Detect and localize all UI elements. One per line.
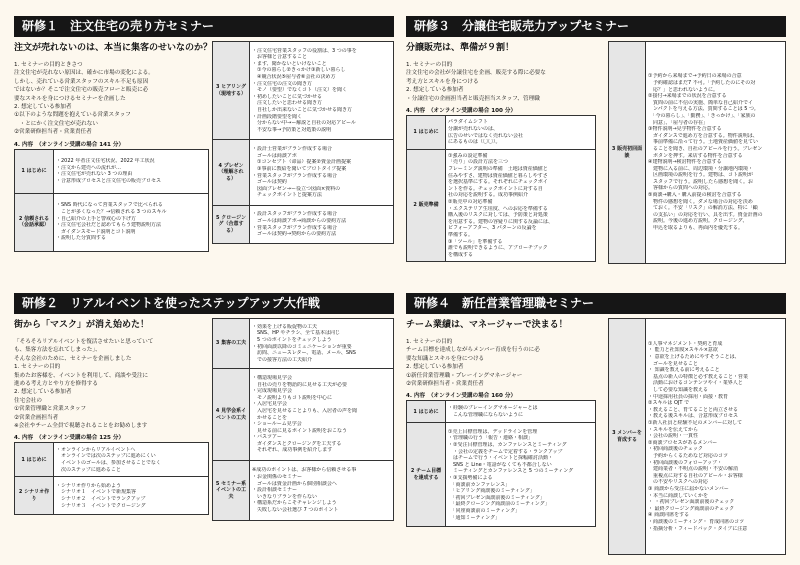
row-line: ・バスツアー — [252, 434, 282, 441]
seminar-2-body — [14, 338, 209, 515]
row-line: ※成功のポイントは、お客様から信頼させる事 — [252, 467, 357, 474]
table-row — [407, 423, 596, 527]
row-body — [646, 42, 786, 264]
row-line: それぞれ、成功事例を紹介します — [252, 447, 333, 454]
seminar-1-panel — [14, 16, 394, 274]
row-line: ・初めしたいことに気づかせる — [252, 93, 323, 100]
body-line: も、集客方法を忘れてしまった」、 — [14, 347, 101, 354]
seminar-4-panel — [406, 293, 786, 561]
body-line: ・分譲住宅の企画担当者と販売担当スタッフ、管理職 — [406, 95, 540, 102]
body-line: 要なスキルを身につけるセミナーを企画した — [14, 95, 126, 102]
row-line: ・管理職の行う「報告・連絡・相談」 — [448, 435, 534, 442]
row-header: 5 セミナー系イベントの工夫 — [213, 461, 250, 521]
seminar-4-table-left — [406, 400, 596, 527]
row-line: 「通知ミーティング」 — [448, 514, 501, 521]
seminar-4-title: 研修４ 新任営業管理職セミナー — [406, 293, 786, 314]
row-line: ・まず、聞かないといけないこと — [252, 60, 327, 67]
body-line: 注文住宅が売れない原因は、確かに市場の変化による。 — [14, 70, 154, 77]
row-line: 自社しか出来ないことに気づかせる聞き方 — [252, 106, 353, 113]
row-line: 「ヒアリング商談後のミーティング」 — [448, 488, 535, 495]
row-line: ・設計相談セミナー — [252, 487, 298, 494]
row-line: 「最終クロージング商談前のミーティング」 — [448, 501, 550, 508]
row-line: を選択基準にする。それぞれにチェックポイ — [448, 179, 548, 186]
body-line: そんな会社のために、セミナーを企画しました — [14, 355, 132, 362]
row-line: 5 つのポイントをチェックしよう — [252, 336, 332, 343]
seminar-3-table-label: 4. 内容 （オンライン受講の場合 100 分） — [406, 108, 517, 115]
row-line: 「売り」の設計方法を三つ — [448, 159, 509, 166]
row-line: ・注文から建売への流れが… — [56, 164, 122, 171]
row-line: ・スキルを伝えてから — [648, 426, 698, 433]
row-line: ・②受注目標管理は、カンファレンスとミーティング — [448, 441, 567, 448]
row-line: ③物件説明→見学物件を合意する — [648, 126, 722, 133]
row-line: シナリオ１ イベントで新規集客 — [56, 489, 136, 496]
table-row — [609, 319, 786, 555]
table-row — [407, 401, 596, 423]
row-line: 誰でも説明できるように、アプローチブック — [448, 245, 548, 252]
seminar-1-title: 研修１ 注文住宅の売り方セミナー — [14, 16, 394, 37]
body-line: ②営業企画担当者 — [14, 414, 59, 421]
row-line: 申込を取るよりも、再面内を優先する。 — [648, 225, 744, 232]
table-row — [15, 477, 209, 515]
row-line: ・構造現場見学会 — [252, 374, 293, 381]
row-line: ・ 知識を教える前に考えること — [648, 367, 720, 374]
row-line: 質問の前に不信の実施、簡単な自己紹介でイ — [648, 99, 754, 106]
row-body — [446, 150, 596, 262]
row-line: ゴールは資金計画から個別相談会へ — [252, 480, 337, 487]
row-line: 「商談前カンファレンス」 — [448, 481, 511, 488]
row-line: ・教えること、育てることと両立させる — [648, 406, 739, 413]
row-line: 次のステップに進めること — [56, 466, 121, 473]
row-body — [250, 369, 394, 461]
seminar-1-subtitle: 注文が売れないのは、本当に集客のせいなのか？ — [14, 43, 213, 53]
row-line: チェックポイントと提案方法 — [252, 192, 322, 199]
row-header: 5 クロージング（合意する） — [213, 206, 250, 244]
row-line: ①人事マネジメント・契約と育成 — [648, 340, 723, 347]
row-header: 2 販売準備 — [407, 150, 446, 262]
row-line: ・会社の説明・一貫性 — [648, 433, 699, 440]
row-line: かせることを — [252, 414, 288, 421]
row-line: ボタンを押す。来店する物件を合意する — [648, 152, 743, 159]
row-body — [250, 206, 394, 244]
row-line: ・会社の定義をチームで定着する・ランクアップ — [448, 448, 563, 455]
body-line: 1. セミナーの目的 — [406, 62, 453, 68]
row-line: スタッフで行う。説明したら感想を聞く。お — [648, 178, 754, 185]
body-line: チーム目標を達成しながらメンバー育成を行うのに必 — [406, 347, 540, 354]
row-line: 失敗しない会社選び 7 つのポイント — [252, 506, 339, 513]
seminar-1-table-left — [14, 149, 209, 252]
row-line: ・営業スタッフがプラン作成する場合 — [252, 224, 338, 231]
row-line: ガイダンスとクロージングを工夫する — [252, 440, 342, 447]
body-line: 進める考え方とやり方を修得する — [14, 381, 98, 388]
row-line: パラダイムシフト — [448, 119, 488, 126]
table-row — [213, 319, 394, 369]
body-line: ②営業研修担当者・営業責任者 — [406, 381, 484, 388]
row-line: ・商談後のミーティング・ 育成同席のコツ — [648, 518, 745, 525]
row-line: 物件の感想を聞く。ダメな場合の対応を決め — [648, 198, 753, 205]
row-line: シナリオ３ イベントでクロージング — [56, 502, 146, 509]
row-header: 4 プレゼン（理解される） — [213, 140, 250, 206]
row-body — [646, 319, 786, 555]
row-header: 3 ヒアリング（現地する） — [213, 42, 250, 140]
row-line: シナリオ２ イベントでランクアップ — [56, 495, 146, 502]
row-header: 2 チーム目標を達成する — [407, 423, 446, 527]
row-line: ・計画段階要望を聞く — [252, 113, 303, 120]
seminar-1-table-label: 4. 内容 （オンライン受講の場合 141 分） — [14, 141, 125, 148]
row-line: 事前準備に沿って行う。土地資産価値を見てい — [648, 139, 759, 146]
row-line: ゴールは契約 — [252, 179, 287, 186]
row-body — [446, 401, 596, 423]
row-line: イベントのゴールは、参加させることでなく — [56, 459, 161, 466]
body-line: ①営業管理職と営業スタッフ — [14, 406, 87, 413]
row-line: での接客方法の工夫紹介 — [252, 356, 313, 363]
table-row — [407, 116, 596, 150]
table-row — [15, 149, 209, 193]
row-line: ・説明した分質問する — [56, 235, 107, 242]
row-line: 「今の暮らし」、「勤務」、「きっかけ」、「家族の — [648, 112, 756, 119]
body-line: ②営業研修担当者・営業責任者 — [14, 129, 92, 136]
row-line: ・合意形成プロセスと注文住宅の販売プロセス — [56, 177, 162, 184]
row-line: ことが多くなった？→信頼される 3 つのスキル — [56, 208, 167, 215]
row-line: モノ説明よりもコト説明を中心に — [252, 394, 332, 401]
row-line: ・ 意欲を上げるためにやすそうことは、 — [648, 354, 740, 361]
body-line: 2. 想定している参加者 — [406, 364, 464, 371]
row-body — [446, 423, 596, 527]
row-line: にあるものは（〇〇）。 — [448, 139, 501, 146]
row-line: 見せる前に見るポイント説明をおこなう — [252, 427, 348, 434]
row-line: ・初回面談以降のコミュニケーションが重要 — [252, 343, 352, 350]
row-header: 3 販売初回面談 — [609, 42, 646, 264]
row-line: 図面プレゼン→ー役立つ図面×資料の — [252, 185, 341, 192]
seminar-3-table-right — [608, 41, 786, 264]
row-line: 訪問、ニュースレター、電話、メール、SNS — [252, 350, 356, 357]
table-row — [213, 42, 394, 140]
row-body — [250, 140, 394, 206]
row-header: 1 はじめに — [15, 149, 54, 193]
row-line: 基点の新人の特徴と必ず教えること・営業 — [648, 373, 749, 380]
row-line: ①売上目標管理は、デッドラインを管理 — [448, 428, 538, 435]
row-line: 応？」と思われないように。 — [648, 86, 719, 93]
row-line: フレーミング説明の準備 土地は資産価値と — [448, 165, 548, 172]
body-line: 注文住宅の会社が分譲住宅を企画、販売する際に必要な — [406, 70, 546, 77]
seminar-4-subtitle: チーム業績は、マネージャーで決まる！ — [406, 320, 568, 330]
row-line: ①予約から来場まで→予約日の来場の合意 — [648, 73, 742, 80]
row-line: ①新人社員と経験不足のメンバーに対して — [648, 420, 743, 427]
row-line: ③「ツール」を準備する — [448, 238, 503, 245]
row-body — [54, 149, 209, 193]
row-line: を構成する — [448, 251, 474, 258]
row-line: 活動におけるコンテンツやイ・業界人と — [648, 380, 743, 387]
row-line: 区画環境の説明を行う。建物は、コト説明が — [648, 172, 754, 179]
row-header: 2 シナリオ作り — [15, 477, 54, 515]
row-line: ミーティングとカンファレンスと 5 つのミーティング — [448, 468, 574, 475]
seminar-2-table-label: 4. 内容 （オンライン受講の場合 125 分） — [14, 435, 125, 442]
seminar-4-body — [406, 338, 606, 527]
body-line: 1. セミナーの目的ときさつ — [14, 62, 83, 68]
row-body — [250, 319, 394, 369]
row-line: ・オンラインからリアルイベントへ — [56, 446, 136, 453]
row-line: ・注文住宅会社だと認めてもらう建物説明方法 — [56, 222, 162, 229]
row-line: ビフォーアフター、3 パターンの反論を — [448, 225, 537, 232]
row-line: の支払い」の対応を行い、具を出す。資金計画の — [648, 211, 763, 218]
row-line: ・③支援勢備による — [448, 474, 493, 481]
body-line: ①以下のような問題を抱えている営業スタッフ — [14, 112, 131, 119]
row-line: いきなりプランを作らない — [252, 493, 318, 500]
row-line: ントを作る。チェックポイントに対する自 — [448, 185, 543, 192]
row-line: 「同座商談前のミーティング」 — [448, 507, 521, 514]
row-line: ・設計スタッフがプラン作成する場合 — [252, 211, 338, 218]
body-line: 1. セミナーの目的 — [406, 339, 453, 345]
row-header: 1 はじめに — [15, 443, 54, 477]
table-row — [213, 140, 394, 206]
row-line: 建物に入る前に、周辺環境・分譲地内環境・ — [648, 165, 754, 172]
row-line: 住みやすさ、建物は資産価値と暮らしやすさ — [448, 172, 548, 179]
row-line: 建商業者・不明点の説明・不安の解消 — [648, 466, 739, 473]
row-line: ・注文住宅の注文の聞き方 — [252, 80, 313, 87]
seminar-3-body — [406, 61, 606, 262]
row-line: ることを聞き、自社のアピールを行う。プレゼン — [648, 145, 763, 152]
table-row — [213, 206, 394, 244]
row-header: 1 はじめに — [407, 116, 446, 150]
row-line: ④ 商談同席をする — [648, 512, 690, 519]
row-line: ③事前に教給を聞いてプロトタイプ提案 — [252, 165, 347, 172]
seminar-4-table-right — [608, 318, 786, 555]
row-line: ・ 能力と社知度×スキル×意欲 — [648, 347, 718, 354]
row-line: の不安やリスクへの対応 — [648, 479, 708, 486]
row-header: 1 はじめに — [407, 401, 446, 423]
row-line: 分譲が売れないのは、 — [448, 125, 499, 132]
table-row — [609, 42, 786, 264]
row-line: ・ショールーム見学会 — [252, 421, 302, 428]
row-line: ゴールは商談アポ — [252, 152, 297, 159]
row-line: ・本当に商談していくかを — [648, 492, 709, 499]
row-line: SNS、HP やチラシ、全て基本は同じ — [252, 330, 341, 337]
row-line: ・SNS 時代になって営業スタッフで比べられる — [56, 202, 163, 209]
body-line: 集めたお客様を、イベントを利用して、商談や受注に — [14, 372, 149, 379]
row-line: ・効果を上げる販促物の工夫 — [252, 323, 318, 330]
row-line: ・指摘分析・フィードバック・タイプに注意 — [648, 525, 748, 532]
row-line: ・ 最終クロージング商談前のチェック — [648, 505, 735, 512]
seminar-3-panel — [406, 16, 786, 274]
row-line: 予約確認はまだ7 不可。「予約したのにその対 — [648, 79, 756, 86]
seminar-1-table-right — [212, 41, 394, 244]
seminar-2-table-right — [212, 318, 394, 521]
seminar-2-subtitle: 街から「マスク」が消え始めた！ — [14, 320, 150, 330]
row-line: ・注文住宅営業スタッフの役割は、3 つの事を — [252, 47, 357, 54]
row-line: ・ ・初回プレゼン面談前後のチェック — [648, 499, 735, 506]
body-line: 「そろそろリアルイベントを復活させたいと思っていて — [14, 339, 154, 345]
row-line: ・入居宅見学会 — [252, 401, 288, 408]
body-line: 1. セミナーの目的 — [14, 364, 61, 371]
row-header: 4 見学会系イベントの工夫 — [213, 369, 250, 461]
row-line: 重複点に対する自社のアピール・お客様 — [648, 472, 743, 479]
row-line: ⑤商談→購入・購入前提の検討を合意する — [648, 192, 742, 199]
row-line: ・初回面談後のフォローアップ・ — [648, 459, 723, 466]
row-line: 不安な事→予防策と対処策の説明 — [252, 126, 332, 133]
row-line: ②商談プロセスがあるメンバー — [648, 439, 718, 446]
body-line: しかし、売れている営業スタッフのスキル不足も原因 — [14, 78, 149, 85]
row-line: モノ（要望）でなくコト（注文）を聞く — [252, 87, 347, 94]
row-header: 2 信頼される（会話承認） — [15, 193, 54, 251]
body-line: ①新任営業管理職・プレーイングマネージャー — [406, 372, 523, 379]
row-line: ①強みの設定準備 — [448, 152, 488, 159]
row-line: ・お金関係のセミナー — [252, 474, 303, 481]
seminar-2-title: 研修２ リアルイベントを使ったステップアップ大作戦 — [14, 293, 394, 314]
body-line: 2. 想定している参加者 — [14, 104, 72, 111]
row-line: ③ 商談から受注に届かないメンバー — [648, 485, 729, 492]
row-line: ゴールを見せること — [648, 360, 698, 367]
body-line: 2. 想定している参加者 — [14, 389, 72, 396]
body-line: ではないか？そこで注文住宅の販売フローと販売に必 — [14, 87, 149, 94]
row-line: ・注文住宅が売れない 3 つの理由 — [56, 171, 133, 178]
seminar-3-title: 研修３ 分譲住宅販売力アップセミナー — [406, 16, 786, 37]
row-line: 注文したいと思わせる聞き方 — [252, 100, 323, 107]
row-line: して必要な知識を教える — [648, 387, 709, 394]
seminar-3-table-left — [406, 115, 596, 262]
row-line: 自社の売りを物語的に見せる工夫が必要 — [252, 381, 348, 388]
row-line: ・構造系だからこそチャレンジしよう — [252, 500, 337, 507]
table-row — [407, 150, 596, 262]
body-line: ・とにかく注文住宅が売れない — [14, 120, 98, 127]
seminar-3-subtitle: 分譲販売は、準備が９割！ — [406, 43, 515, 53]
row-line: はチームで行う・イベントと探幅確討活動・ — [448, 455, 554, 462]
row-line: 「初回プレゼン面談前後のミーティング」 — [448, 494, 545, 501]
row-body — [446, 116, 596, 150]
row-line: 説明。今後の進め方説明。クロージング、 — [648, 218, 748, 225]
row-line: お客様と合意すること — [252, 54, 308, 61]
row-header: 3 メンバーを育成する — [609, 319, 646, 555]
row-line: ・シナリオ作りから始めよう — [56, 482, 121, 489]
row-line: を用意する。建物の容疑りに関する反論には、 — [448, 218, 554, 225]
row-line: ゴールは商談アポ→商談からの要約方法 — [252, 217, 347, 224]
row-line: 社の対応を説明する。成功事例紹介 — [448, 192, 529, 199]
row-line: 購入後のリスクに対しては、予防策と対処策 — [448, 212, 548, 219]
row-body — [250, 42, 394, 140]
row-line: ①コンセプト（命品）提案②資金計画提案 — [252, 159, 351, 166]
row-line: オンラインでは次のステップに進めにくい — [56, 453, 156, 460]
body-line: 要な知識とスキルを身につける — [406, 355, 485, 362]
seminar-2-panel — [14, 293, 394, 561]
row-body — [54, 443, 209, 477]
row-line: ・エクステリア生垣度、へのお応を準備する — [448, 205, 548, 212]
seminar-2-table-left — [14, 442, 209, 515]
row-line: SNS と Line・電話がなくても不都合しない — [448, 461, 552, 468]
row-header: 3 集客の工夫 — [213, 319, 250, 369]
row-line: ンパクトを与える方法、質問することは 5 つ。 — [648, 106, 759, 113]
table-row — [15, 443, 209, 477]
seminar-1-body — [14, 61, 209, 252]
table-row — [15, 193, 209, 251]
row-line: ・初回商談後のチェック — [648, 446, 703, 453]
row-line: ・2022 年者注文住宅状況、2022 年工状況 — [56, 157, 155, 164]
row-line: ①今の暮らし②きっかけ③新しい暮らし — [252, 67, 346, 74]
row-line: 同意」、「屋与者の存在」 — [648, 119, 709, 126]
row-body — [250, 461, 394, 521]
row-line: ②販売中の対応準備 — [448, 198, 493, 205]
row-body — [54, 193, 209, 251]
row-line: ・設計士営業がプラン作成する場合 — [252, 146, 333, 153]
row-line: 分からない中→ー解説と自社の対応アピール — [252, 120, 356, 127]
row-line: ・教える後スキルは、合意形成プロセス — [648, 413, 738, 420]
table-row — [213, 461, 394, 521]
body-line: 住宅会社の — [14, 397, 42, 404]
body-line: 考え方とスキルを身につける — [406, 78, 479, 85]
body-line: 2. 想定している参加者 — [406, 87, 464, 94]
row-line: こんな管理職にならないように — [448, 411, 524, 418]
row-line: ④建物説明→検討物件を合意する — [648, 159, 722, 166]
row-line: ・中途採用社員の採用・面接・教育 — [648, 393, 729, 400]
row-line: 客様からの質問への対応。 — [648, 185, 714, 192]
row-line: ガイダンスで進め方を合意する。物件説明は、 — [648, 132, 758, 139]
row-line: ・経験のプレーイングマネージャーとは — [448, 405, 538, 412]
row-line: 入居宅を見せることよりも、入居者の声を聞 — [252, 407, 358, 414]
row-line: ・完成現場見学会 — [252, 388, 293, 395]
row-body — [54, 477, 209, 515]
row-line: 予約からくるためなど対応のコツ — [648, 452, 729, 459]
body-line: ※会社やチーム全員で視聴されることをお勧めします — [14, 423, 148, 430]
row-line: ガイダンスモード説明とコト説明 — [56, 228, 136, 235]
row-line: ゴールは契約→契約からの要約方法 — [252, 231, 337, 238]
row-line: ②スキルは OJT で — [648, 400, 690, 407]
row-line: ②接付→来場までの状況を合意する — [648, 93, 727, 100]
row-line: ておく。不安「リスク」の解消方法、特に「顧 — [648, 205, 758, 212]
seminar-4-table-label: 4. 内容 （オンライン受講の場合 160 分） — [406, 393, 517, 400]
row-line: 準備する。 — [448, 231, 474, 238]
table-row — [213, 369, 394, 461]
row-line: ④競合状況⑤屋与者⑥会社の決め方 — [252, 74, 336, 81]
row-line: ・自己紹介の上手と警戒心の下げ方 — [56, 215, 137, 222]
row-line: ・営業スタッフがプラン作成する場合 — [252, 172, 338, 179]
row-line: 広告のせいではなく売れない会社 — [448, 132, 524, 139]
